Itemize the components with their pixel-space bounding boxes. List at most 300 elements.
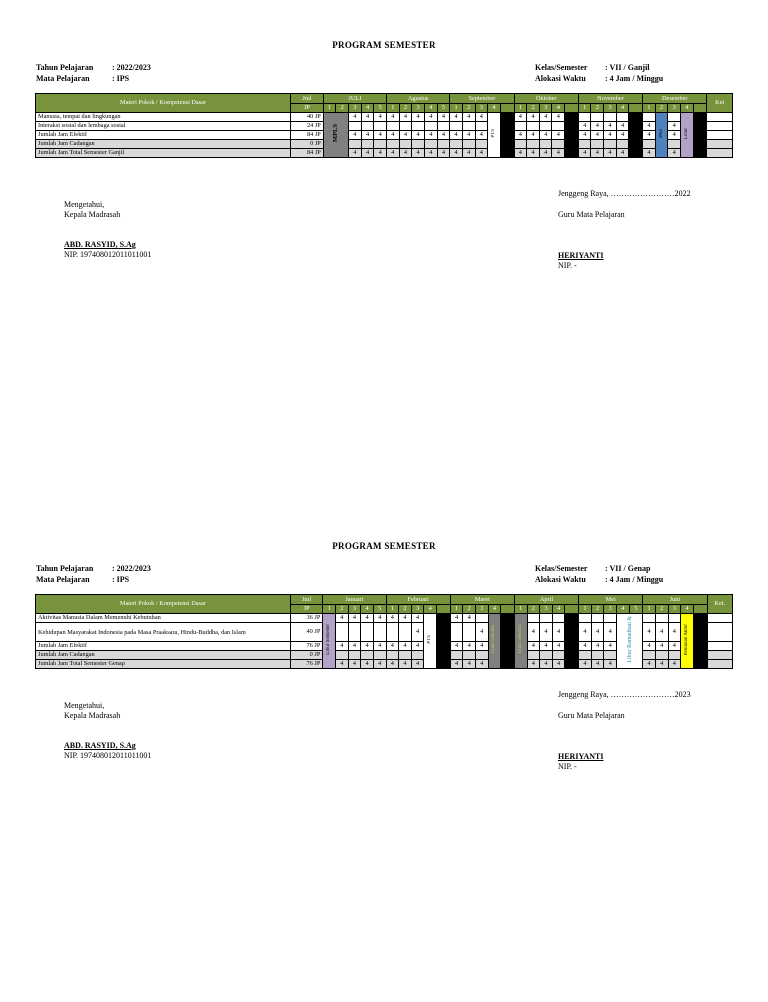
meta-left <box>36 563 151 585</box>
row-label: Jumlah Jam Total Semester Ganjil <box>36 149 291 158</box>
ujian-label: Ujian Sekolah <box>517 625 523 654</box>
row-jp: 84 JP <box>291 131 324 140</box>
week: 4 <box>361 605 374 614</box>
holiday-block <box>437 614 451 669</box>
week: 3 <box>475 605 488 614</box>
week: 3 <box>604 605 617 614</box>
mark: 4 <box>540 660 553 669</box>
mark: 4 <box>540 623 553 642</box>
mark: 4 <box>412 113 425 122</box>
row-label: Manusia, tempat dan lingkungan <box>36 113 291 122</box>
week: 1 <box>386 605 399 614</box>
pas-label: PAS <box>658 129 664 138</box>
mark: 4 <box>374 149 387 158</box>
row-jp: 0 JP <box>290 651 323 660</box>
week: 4 <box>361 104 374 113</box>
mark: 4 <box>462 113 475 122</box>
mark: 4 <box>643 131 656 140</box>
week: 1 <box>579 605 592 614</box>
alokasi-value: : 4 Jam / Minggu <box>605 74 664 83</box>
week-blank <box>501 605 515 614</box>
week: 4 <box>488 605 501 614</box>
guru-name: HERIYANTI <box>558 251 604 260</box>
libur-semester-block <box>323 614 336 669</box>
pts-block <box>488 113 501 158</box>
penilaian-label: Penilaian Akhir <box>684 623 689 656</box>
mark: 4 <box>655 623 668 642</box>
mark: 4 <box>578 149 591 158</box>
schedule-table <box>35 594 733 669</box>
mark: 4 <box>399 149 412 158</box>
row-label: Kehidupan Masyarakat Indonesia pada Masa Praaksara, Hindu-Buddha, dan Islam <box>36 623 291 642</box>
mark: 4 <box>527 113 540 122</box>
week: 3 <box>412 104 425 113</box>
mark: 4 <box>591 660 604 669</box>
mark: 4 <box>411 660 424 669</box>
mark: 4 <box>361 131 374 140</box>
guru-title: Guru Mata Pelajaran <box>558 210 625 219</box>
week: 2 <box>655 605 668 614</box>
mark: 4 <box>539 113 552 122</box>
mapel-label: Mata Pelajaran <box>36 575 90 584</box>
mark: 4 <box>399 642 412 651</box>
header-months <box>36 94 733 104</box>
pts-label: PTS <box>427 635 433 644</box>
tahun-label: Tahun Pelajaran <box>36 564 94 573</box>
week-blank <box>693 605 707 614</box>
week: 1 <box>387 104 400 113</box>
week: 4 <box>681 104 694 113</box>
mark: 4 <box>374 131 387 140</box>
kelas-value: : VII / Ganjil <box>605 63 650 72</box>
mark: 4 <box>527 642 540 651</box>
mengetahui-text: Mengetahui, <box>64 701 105 710</box>
mark: 4 <box>539 149 552 158</box>
mark: 4 <box>462 131 475 140</box>
header-materi: Materi Pokok / Kompetensi Dasar <box>36 94 291 113</box>
ujian-block <box>514 614 527 669</box>
kepala-title: Kepala Madrasah <box>64 711 121 720</box>
week: 5 <box>437 104 450 113</box>
mark: 4 <box>361 642 374 651</box>
guru-title: Guru Mata Pelajaran <box>558 711 625 720</box>
week: 3 <box>668 104 681 113</box>
mark: 4 <box>475 131 488 140</box>
mark: 4 <box>349 149 362 158</box>
kelas-label: Kelas/Semester <box>535 564 588 573</box>
week: 2 <box>336 104 349 113</box>
month-label: Oktober <box>514 94 578 104</box>
mark: 4 <box>450 149 463 158</box>
mark: 4 <box>578 122 591 131</box>
week-blank <box>500 104 514 113</box>
mark: 4 <box>386 642 399 651</box>
mark: 4 <box>424 113 437 122</box>
mark: 4 <box>643 623 656 642</box>
week: 1 <box>450 104 463 113</box>
month-label: Juni <box>643 595 707 605</box>
holiday-block <box>629 113 643 158</box>
month-label: September <box>450 94 514 104</box>
tahun-value: : 2022/2023 <box>112 63 151 72</box>
table-row <box>36 149 733 158</box>
week: 2 <box>335 605 348 614</box>
mark: 4 <box>437 131 450 140</box>
holiday-block <box>565 113 579 158</box>
mark: 4 <box>348 660 361 669</box>
mark: 4 <box>527 149 540 158</box>
month-label: Januari <box>323 595 386 605</box>
mark: 4 <box>668 642 681 651</box>
mark: 4 <box>668 149 681 158</box>
header-jml: Jml <box>291 94 324 104</box>
mark: 4 <box>604 660 617 669</box>
mark: 4 <box>386 660 399 669</box>
mark: 4 <box>399 614 412 623</box>
kepala-name: ABD. RASYID, S.Ag <box>64 741 136 750</box>
meta-right <box>535 62 663 84</box>
kepala-title: Kepala Madrasah <box>64 210 121 219</box>
mark: 4 <box>616 122 629 131</box>
kelas-value: : VII / Genap <box>605 564 651 573</box>
week: 5 <box>373 605 386 614</box>
week: 2 <box>527 104 540 113</box>
mark: 4 <box>475 642 488 651</box>
mark: 4 <box>374 113 387 122</box>
libur-label: Libur <box>683 127 689 140</box>
schedule-table <box>35 93 733 158</box>
table-row <box>36 140 733 149</box>
holiday-block <box>693 113 707 158</box>
week: 3 <box>411 605 424 614</box>
row-jp: 76 JP <box>290 660 323 669</box>
mark: 4 <box>514 149 527 158</box>
header-ket: Ket <box>707 94 733 113</box>
week: 1 <box>643 605 656 614</box>
mark: 4 <box>335 660 348 669</box>
signature-kepala <box>64 701 151 761</box>
mark: 4 <box>668 122 681 131</box>
week: 4 <box>552 605 565 614</box>
meta-left <box>36 62 151 84</box>
month-label: Mei <box>579 595 643 605</box>
mark: 4 <box>450 642 463 651</box>
mark: 4 <box>579 660 592 669</box>
week: 1 <box>643 104 656 113</box>
row-jp: 40 JP <box>290 623 323 642</box>
place-date: Jenggeng Raya, ……………………2023 <box>558 690 691 699</box>
mark: 4 <box>450 660 463 669</box>
mark: 4 <box>463 642 476 651</box>
month-label: Februari <box>386 595 450 605</box>
week-blank <box>629 104 643 113</box>
guru-nip: NIP. - <box>558 261 577 270</box>
mark: 4 <box>399 131 412 140</box>
mark: 4 <box>616 149 629 158</box>
mark: 4 <box>579 623 592 642</box>
header-jp: JP <box>291 104 324 113</box>
page-title: PROGRAM SEMESTER <box>332 40 436 50</box>
mark: 4 <box>668 623 681 642</box>
week: 4 <box>616 104 629 113</box>
week: 1 <box>514 104 527 113</box>
meta-right <box>535 563 663 585</box>
week: 3 <box>668 605 681 614</box>
row-label: Jumlah Jam Cadangan <box>36 140 291 149</box>
mark: 4 <box>399 660 412 669</box>
mark: 4 <box>668 131 681 140</box>
mark: 4 <box>387 131 400 140</box>
signature-guru <box>558 189 691 271</box>
week-blank <box>693 104 707 113</box>
week: 2 <box>527 605 540 614</box>
row-jp: 0 JP <box>291 140 324 149</box>
mark: 4 <box>348 642 361 651</box>
header-ket: Ket. <box>707 595 733 614</box>
mark: 4 <box>411 623 424 642</box>
mark: 4 <box>579 642 592 651</box>
mark: 4 <box>604 122 617 131</box>
mark: 4 <box>552 623 565 642</box>
mark: 4 <box>539 131 552 140</box>
mark: 4 <box>604 642 617 651</box>
week: 2 <box>399 605 412 614</box>
row-jp: 84 JP <box>291 149 324 158</box>
mark: 4 <box>462 149 475 158</box>
place-date: Jenggeng Raya, ……………………2022 <box>558 189 691 198</box>
header-jml: Jml <box>290 595 323 605</box>
mark: 4 <box>643 122 656 131</box>
mark: 4 <box>552 131 565 140</box>
week: 1 <box>323 605 336 614</box>
mark: 4 <box>463 660 476 669</box>
header-months <box>36 595 733 605</box>
mark: 4 <box>643 660 656 669</box>
holiday-block <box>500 113 514 158</box>
header-materi: Materi Pokok / Kompetensi Dasar <box>36 595 291 614</box>
mark: 4 <box>348 614 361 623</box>
week: 2 <box>591 104 604 113</box>
week: 4 <box>616 605 629 614</box>
row-jp: 36 JP <box>290 614 323 623</box>
mark: 4 <box>349 131 362 140</box>
mark: 4 <box>424 131 437 140</box>
mark: 4 <box>412 131 425 140</box>
week: 2 <box>655 104 668 113</box>
mark: 4 <box>540 642 553 651</box>
mark: 4 <box>475 623 488 642</box>
mpls-block <box>323 113 348 158</box>
kepala-name: ABD. RASYID, S.Ag <box>64 240 136 249</box>
mark: 4 <box>412 149 425 158</box>
mark: 4 <box>437 149 450 158</box>
tahun-value: : 2022/2023 <box>112 564 151 573</box>
week-blank <box>565 605 579 614</box>
mark: 4 <box>411 614 424 623</box>
page-semester-genap <box>0 501 768 1002</box>
mark: 4 <box>591 642 604 651</box>
libur-block <box>681 113 694 158</box>
mark: 4 <box>527 660 540 669</box>
week: 1 <box>578 104 591 113</box>
row-label: Jumlah Jam Efektif <box>36 131 291 140</box>
month-label: Maret <box>450 595 514 605</box>
pts-block <box>424 614 437 669</box>
week: 4 <box>552 104 565 113</box>
week-blank <box>437 605 451 614</box>
mark: 4 <box>643 642 656 651</box>
table-row <box>36 614 733 623</box>
table-row <box>36 122 733 131</box>
pts-label: PTS <box>490 129 496 138</box>
header-jp: JP <box>290 605 323 614</box>
week: 2 <box>463 605 476 614</box>
month-label: Desember <box>643 94 707 104</box>
week: 1 <box>323 104 336 113</box>
page-title: PROGRAM SEMESTER <box>332 541 436 551</box>
alokasi-label: Alokasi Waktu <box>535 74 586 83</box>
mark: 4 <box>335 642 348 651</box>
week: 5 <box>374 104 387 113</box>
mark: 4 <box>373 660 386 669</box>
mark: 4 <box>349 113 362 122</box>
mark: 4 <box>361 113 374 122</box>
table-row <box>36 131 733 140</box>
mark: 4 <box>578 131 591 140</box>
mark: 4 <box>604 149 617 158</box>
mark: 4 <box>591 149 604 158</box>
mark: 4 <box>387 113 400 122</box>
holiday-block <box>693 614 707 669</box>
month-label: JULI <box>323 94 386 104</box>
row-label: Interaksi sosial dan lembaga sosial <box>36 122 291 131</box>
mark: 4 <box>643 149 656 158</box>
mark: 4 <box>373 642 386 651</box>
row-label: Aktivitas Manusia Dalam Memenuhi Kebutuhan <box>36 614 291 623</box>
week-blank <box>565 104 579 113</box>
mark: 4 <box>514 131 527 140</box>
week: 4 <box>488 104 501 113</box>
ramadhan-block <box>616 614 642 669</box>
mark: 4 <box>475 660 488 669</box>
week: 3 <box>349 104 362 113</box>
kepala-nip: NIP. 197408012011011001 <box>64 250 152 259</box>
month-label: November <box>578 94 642 104</box>
week: 3 <box>539 104 552 113</box>
kelas-label: Kelas/Semester <box>535 63 588 72</box>
mark: 4 <box>527 623 540 642</box>
mark: 4 <box>552 149 565 158</box>
table-row <box>36 113 733 122</box>
row-label: Jumlah Jam Efektif <box>36 642 291 651</box>
week: 2 <box>591 605 604 614</box>
mark: 4 <box>335 614 348 623</box>
row-jp: 24 JP <box>291 122 324 131</box>
mark: 4 <box>463 614 476 623</box>
mark: 4 <box>387 149 400 158</box>
week: 4 <box>424 605 437 614</box>
signature-guru <box>558 690 691 772</box>
holiday-block <box>565 614 579 669</box>
tahun-label: Tahun Pelajaran <box>36 63 94 72</box>
week: 3 <box>475 104 488 113</box>
alokasi-label: Alokasi Waktu <box>535 575 586 584</box>
mark: 4 <box>450 131 463 140</box>
row-label: Jumlah Jam Total Semester Genap <box>36 660 291 669</box>
penilaian-block <box>681 614 694 669</box>
month-label: Agustus <box>387 94 450 104</box>
week: 2 <box>462 104 475 113</box>
row-jp: 76 JP <box>290 642 323 651</box>
mark: 4 <box>514 113 527 122</box>
mark: 4 <box>616 131 629 140</box>
mark: 4 <box>399 113 412 122</box>
mark: 4 <box>424 149 437 158</box>
mark: 4 <box>591 122 604 131</box>
mark: 4 <box>604 623 617 642</box>
mark: 4 <box>591 131 604 140</box>
mark: 4 <box>591 623 604 642</box>
mapel-label: Mata Pelajaran <box>36 74 90 83</box>
row-jp: 40 JP <box>291 113 324 122</box>
row-label: Jumlah Jam Cadangan <box>36 651 291 660</box>
week: 3 <box>540 605 553 614</box>
mark: 4 <box>411 642 424 651</box>
week: 5 <box>629 605 643 614</box>
pas-block <box>655 113 668 158</box>
libur-semester-label: Libur Semester <box>326 624 332 655</box>
mark: 4 <box>552 642 565 651</box>
ujian-label: Ujian Sekolah <box>491 625 497 654</box>
mark: 4 <box>386 614 399 623</box>
ramadhan-label: Libur Ramadhan & <box>626 616 633 663</box>
mark: 4 <box>361 660 374 669</box>
week: 3 <box>348 605 361 614</box>
week: 1 <box>514 605 527 614</box>
week: 4 <box>424 104 437 113</box>
guru-name: HERIYANTI <box>558 752 604 761</box>
mapel-value: : IPS <box>112 575 130 584</box>
mapel-value: : IPS <box>112 74 130 83</box>
mark: 4 <box>361 614 374 623</box>
holiday-block <box>501 614 515 669</box>
month-label: April <box>514 595 578 605</box>
mengetahui-text: Mengetahui, <box>64 200 105 209</box>
mark: 4 <box>475 149 488 158</box>
ujian-block <box>488 614 501 669</box>
mark: 4 <box>604 131 617 140</box>
mark: 4 <box>668 660 681 669</box>
mark: 4 <box>655 660 668 669</box>
week: 1 <box>450 605 463 614</box>
mark: 4 <box>655 642 668 651</box>
mark: 4 <box>552 113 565 122</box>
alokasi-value: : 4 Jam / Minggu <box>605 575 664 584</box>
mark: 4 <box>475 113 488 122</box>
mark: 4 <box>527 131 540 140</box>
week: 3 <box>604 104 617 113</box>
mark: 4 <box>450 614 463 623</box>
signature-kepala <box>64 200 151 260</box>
guru-nip: NIP. - <box>558 762 577 771</box>
mark: 4 <box>552 660 565 669</box>
kepala-nip: NIP. 197408012011011001 <box>64 751 152 760</box>
mark: 4 <box>373 614 386 623</box>
mark: 4 <box>437 113 450 122</box>
week: 2 <box>399 104 412 113</box>
mpls-label: MPLS <box>331 124 339 143</box>
mark: 4 <box>361 149 374 158</box>
